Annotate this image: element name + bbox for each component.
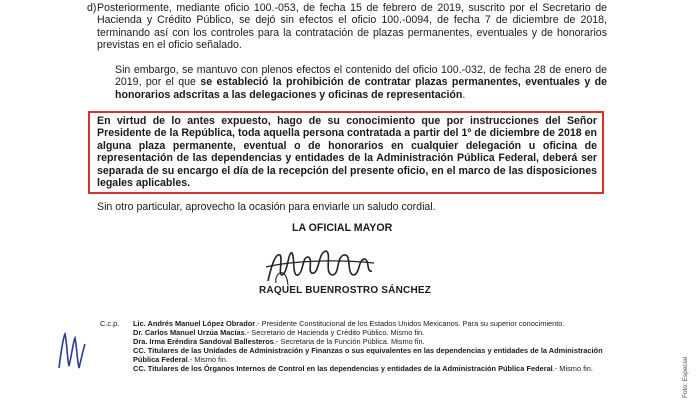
paragraph-mantuvo-bold: se estableció la prohibición de contratar plazas permanentes, eventuales y de honorarios adscritas a las delegaciones y oficinas de representación — [115, 76, 608, 101]
ccp-entry-role: .- Secretario de Hacienda y Crédito Público. Mismo fin. — [244, 328, 425, 338]
list-marker: d) — [87, 2, 97, 14]
ccp-entry — [133, 337, 603, 346]
ccp-label: C.c.p. — [100, 319, 120, 328]
ccp-entry — [133, 364, 603, 373]
paragraph-mantuvo-text: Sin embargo, se mantuvo con plenos efectos el contenido del oficio 100.-032, de fecha 28 de enero de 2019, por el que — [115, 64, 607, 89]
ccp-entry-name: CC. Titulares de los Órganos Internos de Control en las dependencias y entidades de la Administración Pública Federal — [133, 364, 553, 374]
paragraph-virtud: En virtud de lo antes expuesto, hago de su conocimiento que por instrucciones del Señor Presidente de la República, toda aquella persona contratada a partir del 1º de diciembre de 2018 en alguna plaza permanente, eventual o de honorarios en cualquier delegación u oficina de representación de las dependencias y entidades de la Administración Pública Federal, deberá ser separada de su encargo el día de la recepción del presente oficio, en el marco de las disposiciones legales aplicables. — [97, 115, 597, 190]
closing-paragraph: Sin otro particular, aprovecho la ocasión para enviarle un saludo cordial. — [97, 201, 436, 213]
ccp-list — [133, 319, 603, 374]
ccp-entry — [133, 328, 603, 337]
ccp-entry-role: .- Mismo fin. — [187, 355, 228, 365]
ccp-entry-role: .- Mismo fin. — [552, 364, 593, 374]
photo-credit: Foto: Especial — [682, 356, 689, 398]
paragraph-d — [87, 2, 607, 52]
initials-signature — [55, 328, 89, 376]
ccp-entry-name: Lic. Andrés Manuel López Obrador — [133, 319, 256, 328]
paragraph-d-text: Posteriormente, mediante oficio 100.-053, de fecha 15 de febrero de 2019, suscrito por el Secretario de Hacienda y Crédito Público, se dejó sin efectos el oficio 100.-0094, de fecha 7 de diciembre de 2018, terminando así con los controles para la contratación de plazas permanentes, eventuales y de honorarios previstas en el oficio señalado. — [97, 2, 607, 52]
paragraph-mantuvo — [115, 64, 607, 101]
ccp-entry-role: .- Presidente Constitucional de los Estados Unidos Mexicanos. Para su superior conocimiento. — [255, 319, 565, 328]
signatory-title: LA OFICIAL MAYOR — [292, 222, 393, 234]
ccp-entry-name: Dra. Irma Eréndira Sandoval Ballesteros — [133, 337, 274, 347]
ccp-entry — [133, 346, 603, 364]
handwritten-signature — [262, 245, 380, 289]
ccp-entry-name: CC. Titulares de las Unidades de Administración y Finanzas o sus equivalentes en las dependencias y entidades de la Administración Pública Federal — [133, 346, 603, 365]
signatory-name: RAQUEL BUENROSTRO SÁNCHEZ — [259, 285, 432, 296]
ccp-entry-name: Dr. Carlos Manuel Urzúa Macías — [133, 328, 245, 338]
paragraph-mantuvo-end: . — [462, 88, 466, 101]
ccp-entry — [133, 319, 603, 328]
ccp-entry-role: .- Secretaria de la Función Pública. Mismo fin. — [273, 337, 425, 347]
